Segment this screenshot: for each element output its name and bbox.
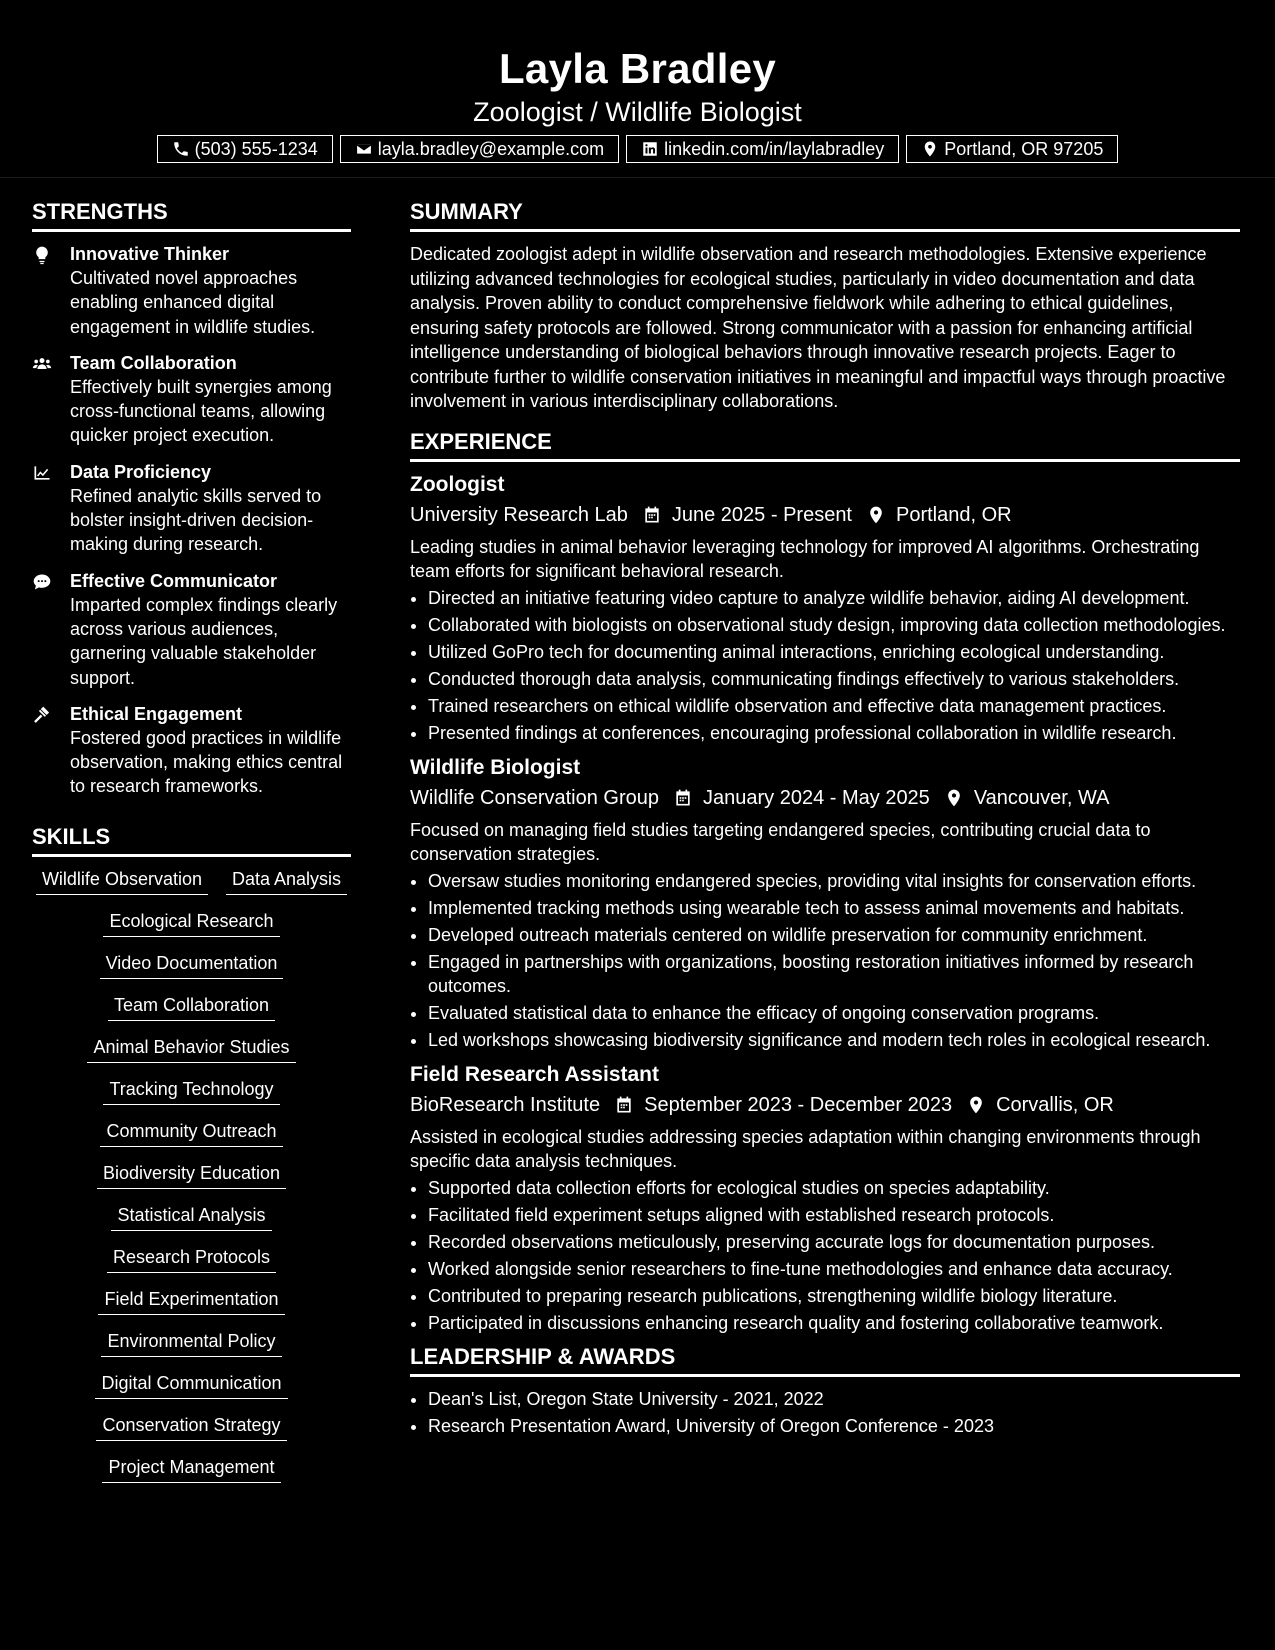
job-bullets [410,869,1240,1052]
skill-tag: Animal Behavior Studies [87,1035,295,1063]
strength-item [32,460,351,557]
skill-tag: Field Experimentation [98,1287,284,1315]
summary-text: Dedicated zoologist adept in wildlife observation and research methodologies. Extensive experience utilizing advanced technologies for ecological studies, particularly in video documentation and data analysis. Proven ability to conduct comprehensive fieldwork while adhering to ethical guidelines, ensuring safety protocols are followed. Strong communicator with a passion for enhancing artificial intelligence understanding of biological behaviors through innovative research projects. Eager to contribute further to wildlife conservation initiatives in meaningful and impactful ways through proactive involvement in various interdisciplinary collaborations. [410,244,1226,411]
job-bullet: • Conducted thorough data analysis, communicating findings effectively to various stakeholders. [428,667,1240,691]
job-bullets [410,586,1240,745]
strength-title: Team Collaboration [70,352,237,373]
candidate-name: Layla Bradley [498,45,777,92]
map-pin-icon [921,140,939,158]
skill-tag: Data Analysis [226,867,347,895]
job-bullet: • Supported data collection efforts for ecological studies on species adaptability. [428,1176,1240,1200]
company-name: BioResearch Institute [410,1093,601,1116]
strength-title: Ethical Engagement [70,703,243,724]
job-bullet: • Directed an initiative featuring video capture to analyze wildlife behavior, aiding AI development. [428,586,1240,610]
skill-tag: Video Documentation [100,951,284,979]
phone-text: (503) 555-1234 [194,138,318,159]
skill-tag: Wildlife Observation [36,867,208,895]
strength-title: Innovative Thinker [70,244,230,264]
job-bullet: • Presented findings at conferences, encouraging professional collaboration in wildlife research. [428,721,1240,745]
resume-header [0,0,1275,178]
calendar-icon [673,788,693,808]
skill-tag: Research Protocols [107,1245,276,1273]
job-location: Vancouver, WA [973,786,1110,809]
contact-phone[interactable] [157,135,333,163]
left-column [32,200,351,1483]
job-description: Leading studies in animal behavior leveraging technology for improved AI algorithms. Orchestrating team efforts for significant behavioral research. [410,536,1200,581]
award-item: • Research Presentation Award, University of Oregon Conference - 2023 [428,1414,1240,1438]
awards-heading: LEADERSHIP & AWARDS [410,1345,1240,1377]
job-title: Zoologist [410,472,505,496]
strength-item [32,702,351,799]
job-bullet: • Recorded observations meticulously, preserving accurate logs for documentation purposes. [428,1230,1240,1254]
skill-tag: Biodiversity Education [97,1161,286,1189]
experience-entry [410,472,1240,745]
map-pin-icon [944,788,964,808]
skill-tag: Statistical Analysis [111,1203,271,1231]
job-dates: June 2025 - Present [671,503,852,526]
right-column [410,200,1240,1483]
job-bullet: • Utilized GoPro tech for documenting animal interactions, enriching ecological understanding. [428,640,1240,664]
job-location: Corvallis, OR [996,1093,1114,1116]
phone-icon [172,140,190,158]
map-pin-icon [866,505,886,525]
job-description: Focused on managing field studies targeting endangered species, contributing crucial data to conservation strategies. [410,819,1151,864]
experience-entry [410,1062,1240,1335]
strength-item [32,351,351,448]
map-pin-icon [966,1095,986,1115]
strength-item [32,569,351,690]
job-bullet: • Participated in discussions enhancing research quality and fostering collaborative teamwork. [428,1311,1240,1335]
job-bullet: • Worked alongside senior researchers to fine-tune methodologies and enhance data accuracy. [428,1257,1240,1281]
job-bullet: • Implemented tracking methods using wearable tech to assess animal movements and habitats. [428,896,1240,920]
job-bullet: • Collaborated with biologists on observational study design, improving data collection methodologies. [428,613,1240,637]
strength-desc: Cultivated novel approaches enabling enhanced digital engagement in wildlife studies. [70,268,316,337]
job-location: Portland, OR [896,503,1012,526]
job-bullet: • Facilitated field experiment setups aligned with established research protocols. [428,1203,1240,1227]
strength-item [32,242,351,339]
job-bullet: • Led workshops showcasing biodiversity significance and modern tech roles in ecological research. [428,1028,1240,1052]
skill-tag: Digital Communication [95,1371,287,1399]
skill-tag: Project Management [102,1455,280,1483]
location-text: Portland, OR 97205 [944,138,1104,159]
skill-tag: Tracking Technology [103,1077,279,1105]
experience-entry [410,755,1240,1052]
skill-tag: Community Outreach [100,1119,282,1147]
skill-tag: Team Collaboration [108,993,275,1021]
job-bullet: • Oversaw studies monitoring endangered species, providing vital insights for conservation efforts. [428,869,1240,893]
job-meta [410,1091,1240,1119]
contact-bar [0,135,1275,163]
linkedin-text: linkedin.com/in/laylabradley [664,138,885,159]
job-title: Wildlife Biologist [410,755,581,779]
chart-icon [32,463,52,483]
strength-desc: Effectively built synergies among cross-functional teams, allowing quicker project execution. [70,376,332,446]
strength-desc: Imparted complex findings clearly across various audiences, garnering valuable stakeholder support. [70,594,338,688]
job-title-headline: Zoologist / Wildlife Biologist [473,97,802,127]
job-title: Field Research Assistant [410,1062,659,1086]
contact-email[interactable] [340,135,619,163]
job-bullet: • Engaged in partnerships with organizations, boosting restoration initiatives informed by research outcomes. [428,950,1240,998]
skill-tag: Environmental Policy [101,1329,281,1357]
job-bullets [410,1176,1240,1335]
envelope-icon [355,140,373,158]
lightbulb-icon [32,245,52,265]
calendar-icon [614,1095,634,1115]
job-bullet: • Evaluated statistical data to enhance the efficacy of ongoing conservation programs. [428,1001,1240,1025]
people-icon [32,354,52,374]
job-dates: September 2023 - December 2023 [644,1093,953,1116]
job-description: Assisted in ecological studies addressing species adaptation within changing environments through specific data analysis techniques. [410,1126,1201,1171]
experience-heading: EXPERIENCE [410,430,1240,462]
award-item: • Dean's List, Oregon State University - 2021, 2022 [428,1387,1240,1411]
company-name: University Research Lab [410,503,628,526]
strength-desc: Fostered good practices in wildlife observation, making ethics central to research frameworks. [70,727,343,797]
job-meta [410,784,1240,812]
company-name: Wildlife Conservation Group [410,786,659,809]
gavel-icon [32,705,52,725]
strengths-heading: STRENGTHS [32,200,351,232]
linkedin-icon [641,140,659,158]
job-bullet: • Contributed to preparing research publications, strengthening wildlife biology literature. [428,1284,1240,1308]
summary-heading: SUMMARY [410,200,1240,232]
skills-list [32,867,351,1483]
job-bullet: • Developed outreach materials centered on wildlife preservation for community enrichment. [428,923,1240,947]
skills-heading: SKILLS [32,825,351,857]
contact-location[interactable] [906,135,1118,163]
strength-title: Data Proficiency [70,461,212,482]
email-text: layla.bradley@example.com [377,138,605,159]
skill-tag: Ecological Research [103,909,279,937]
strength-title: Effective Communicator [70,570,278,591]
strength-desc: Refined analytic skills served to bolster insight-driven decision-making during research. [70,485,322,555]
speech-bubble-icon [32,572,52,592]
job-meta [410,501,1240,529]
awards-list [410,1387,1240,1438]
skill-tag: Conservation Strategy [96,1413,286,1441]
contact-linkedin[interactable] [626,135,899,163]
job-bullet: • Trained researchers on ethical wildlife observation and effective data management practices. [428,694,1240,718]
calendar-icon [642,505,662,525]
job-dates: January 2024 - May 2025 [703,786,930,809]
